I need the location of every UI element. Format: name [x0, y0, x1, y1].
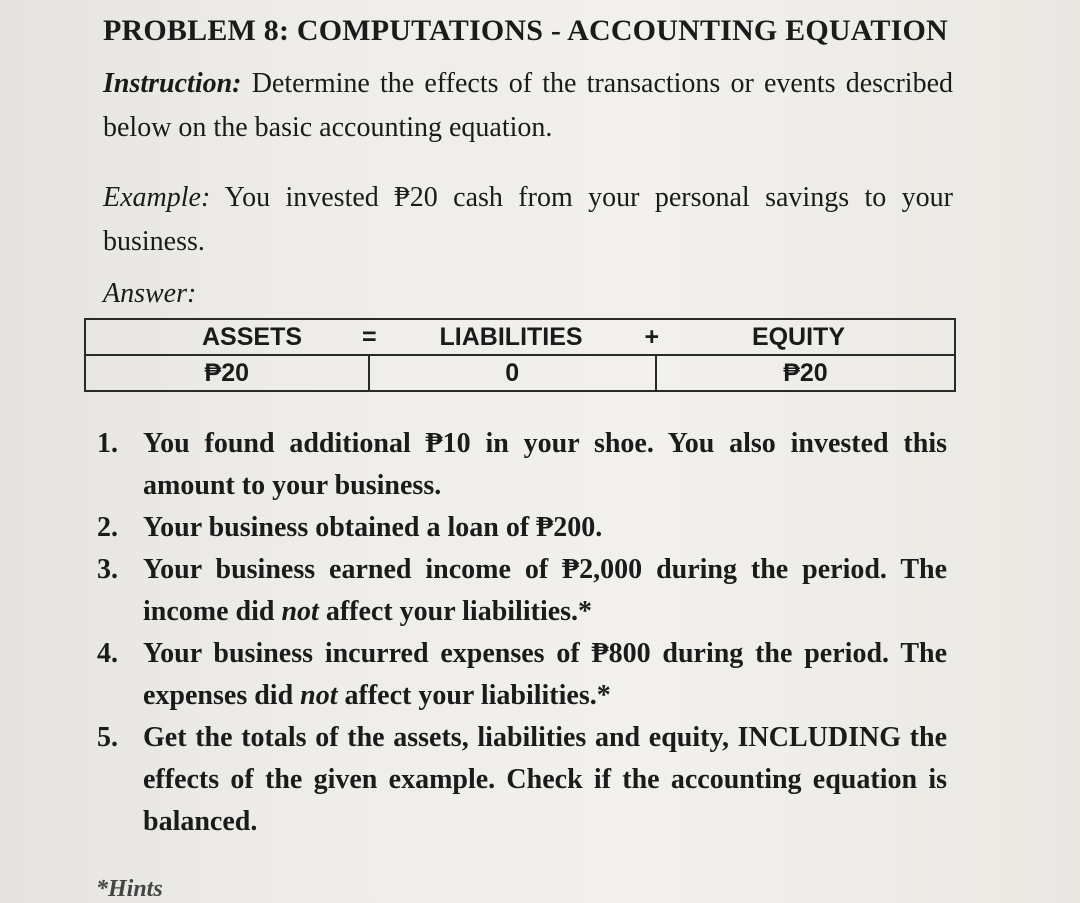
- list-item: [97, 423, 947, 507]
- example-text: You invested ₱20 cash from your personal savings to your business.: [103, 182, 953, 257]
- answer-label: Answer:: [103, 278, 197, 309]
- liabilities-header-cell: [369, 319, 660, 355]
- answer-table-header-row: [85, 319, 955, 355]
- list-item: [97, 507, 947, 549]
- problem-title: PROBLEM 8: COMPUTATIONS - ACCOUNTING EQUATION: [103, 14, 948, 47]
- equity-header: EQUITY: [751, 323, 846, 351]
- hint-label: *Hints: [96, 876, 163, 902]
- plus-sign: +: [644, 323, 660, 351]
- list-item: [97, 717, 947, 843]
- item-number: 3.: [97, 554, 118, 585]
- item-number: 4.: [97, 638, 118, 669]
- assets-header-cell: [85, 319, 377, 355]
- item-text: Your business obtained a loan of ₱200.: [143, 512, 603, 543]
- item-text-before: Your business earned income of ₱2,000 during the period. The income did: [143, 554, 947, 627]
- answer-table: [84, 318, 956, 392]
- item-text-emphasis: not: [281, 596, 319, 627]
- item-text: Get the totals of the assets, liabilities and equity, INCLUDING the effects of the given example. Check if the accounting equation is balanced.: [143, 722, 947, 837]
- transaction-list: [97, 423, 947, 843]
- assets-header: ASSETS: [202, 323, 303, 351]
- example-paragraph: [103, 176, 953, 264]
- item-number: 2.: [97, 512, 118, 543]
- answer-table-value-row: [85, 355, 955, 391]
- instruction-text: Determine the effects of the transactions or events described below on the basic accounting equation.: [103, 68, 954, 143]
- item-text-before: Your business incurred expenses of ₱800 during the period. The expenses did: [143, 638, 947, 711]
- example-label: Example:: [103, 182, 211, 213]
- item-number: 5.: [97, 722, 118, 753]
- item-text-after: affect your liabilities.*: [318, 596, 593, 627]
- list-item: [97, 633, 947, 717]
- equity-value: ₱20: [656, 355, 955, 391]
- equity-header-cell: [656, 319, 955, 355]
- equals-sign: =: [362, 323, 377, 351]
- liabilities-header: LIABILITIES: [439, 323, 583, 351]
- assets-value: ₱20: [85, 355, 369, 391]
- item-text: You found additional ₱10 in your shoe. You also invested this amount to your business.: [143, 428, 947, 501]
- item-number: 1.: [97, 428, 118, 459]
- instruction-paragraph: [103, 62, 953, 150]
- list-item: [97, 549, 947, 633]
- liabilities-value: 0: [369, 355, 656, 391]
- item-text-after: affect your liabilities.*: [337, 680, 611, 711]
- instruction-label: Instruction:: [103, 68, 242, 99]
- item-text-emphasis: not: [300, 680, 338, 711]
